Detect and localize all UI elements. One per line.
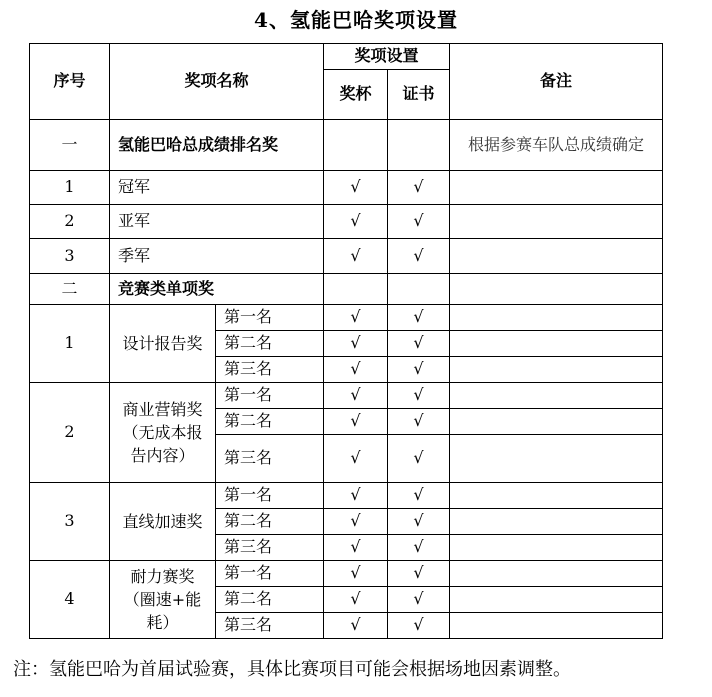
remark-cell xyxy=(450,274,663,305)
place-label: 第一名 xyxy=(216,383,324,409)
section-name: 氢能巴哈总成绩排名奖 xyxy=(110,120,324,171)
header-settings: 奖项设置 xyxy=(324,44,450,70)
remark-cell xyxy=(450,509,663,535)
header-certificate: 证书 xyxy=(388,70,450,120)
trophy-check: √ xyxy=(324,331,388,357)
trophy-check: √ xyxy=(324,435,388,483)
place-label: 第二名 xyxy=(216,509,324,535)
trophy-check: √ xyxy=(324,357,388,383)
certificate-check: √ xyxy=(388,357,450,383)
empty-cell xyxy=(324,274,388,305)
header-name: 奖项名称 xyxy=(110,44,324,120)
remark-cell xyxy=(450,205,663,239)
awards-table xyxy=(29,43,663,639)
certificate-check: √ xyxy=(388,331,450,357)
certificate-check: √ xyxy=(388,171,450,205)
certificate-check: √ xyxy=(388,561,450,587)
trophy-check: √ xyxy=(324,483,388,509)
remark-cell xyxy=(450,305,663,331)
place-label: 第二名 xyxy=(216,409,324,435)
row-seq: 2 xyxy=(30,205,110,239)
remark-cell xyxy=(450,409,663,435)
certificate-check: √ xyxy=(388,509,450,535)
remark-cell xyxy=(450,357,663,383)
certificate-check: √ xyxy=(388,613,450,639)
place-label: 第三名 xyxy=(216,435,324,483)
place-label: 第三名 xyxy=(216,535,324,561)
place-label: 第一名 xyxy=(216,305,324,331)
group-name: 直线加速奖 xyxy=(110,483,216,561)
trophy-check: √ xyxy=(324,561,388,587)
header-seq: 序号 xyxy=(30,44,110,120)
certificate-check: √ xyxy=(388,535,450,561)
trophy-check: √ xyxy=(324,171,388,205)
group-name: 商业营销奖（无成本报告内容） xyxy=(110,383,216,483)
remark-cell xyxy=(450,331,663,357)
row-seq: 3 xyxy=(30,239,110,274)
empty-cell xyxy=(388,274,450,305)
certificate-check: √ xyxy=(388,239,450,274)
certificate-check: √ xyxy=(388,205,450,239)
trophy-check: √ xyxy=(324,613,388,639)
trophy-check: √ xyxy=(324,587,388,613)
place-label: 第一名 xyxy=(216,561,324,587)
group-seq: 2 xyxy=(30,383,110,483)
trophy-check: √ xyxy=(324,383,388,409)
certificate-check: √ xyxy=(388,587,450,613)
row-name: 冠军 xyxy=(110,171,324,205)
header-remark: 备注 xyxy=(450,44,663,120)
place-label: 第二名 xyxy=(216,331,324,357)
header-trophy: 奖杯 xyxy=(324,70,388,120)
row-name: 亚军 xyxy=(110,205,324,239)
trophy-check: √ xyxy=(324,305,388,331)
row-name: 季军 xyxy=(110,239,324,274)
place-label: 第三名 xyxy=(216,613,324,639)
certificate-check: √ xyxy=(388,483,450,509)
certificate-check: √ xyxy=(388,383,450,409)
remark-cell xyxy=(450,535,663,561)
remark-cell xyxy=(450,561,663,587)
remark-cell xyxy=(450,383,663,409)
page-title: 4、氢能巴哈奖项设置 xyxy=(254,8,458,32)
group-seq: 4 xyxy=(30,561,110,639)
trophy-check: √ xyxy=(324,239,388,274)
trophy-check: √ xyxy=(324,535,388,561)
certificate-check: √ xyxy=(388,435,450,483)
remark-cell xyxy=(450,483,663,509)
section-remark: 根据参赛车队总成绩确定 xyxy=(450,120,663,171)
empty-cell xyxy=(388,120,450,171)
place-label: 第一名 xyxy=(216,483,324,509)
group-name: 耐力赛奖（圈速+能耗） xyxy=(110,561,216,639)
remark-cell xyxy=(450,435,663,483)
certificate-check: √ xyxy=(388,409,450,435)
certificate-check: √ xyxy=(388,305,450,331)
remark-cell xyxy=(450,171,663,205)
section-name: 竞赛类单项奖 xyxy=(110,274,324,305)
empty-cell xyxy=(324,120,388,171)
trophy-check: √ xyxy=(324,409,388,435)
trophy-check: √ xyxy=(324,509,388,535)
section-seq: 一 xyxy=(30,120,110,171)
section-seq: 二 xyxy=(30,274,110,305)
place-label: 第二名 xyxy=(216,587,324,613)
group-seq: 1 xyxy=(30,305,110,383)
trophy-check: √ xyxy=(324,205,388,239)
remark-cell xyxy=(450,587,663,613)
row-seq: 1 xyxy=(30,171,110,205)
remark-cell xyxy=(450,613,663,639)
place-label: 第三名 xyxy=(216,357,324,383)
group-name: 设计报告奖 xyxy=(110,305,216,383)
remark-cell xyxy=(450,239,663,274)
footnote: 注：氢能巴哈为首届试验赛，具体比赛项目可能会根据场地因素调整。 xyxy=(13,659,571,680)
group-seq: 3 xyxy=(30,483,110,561)
